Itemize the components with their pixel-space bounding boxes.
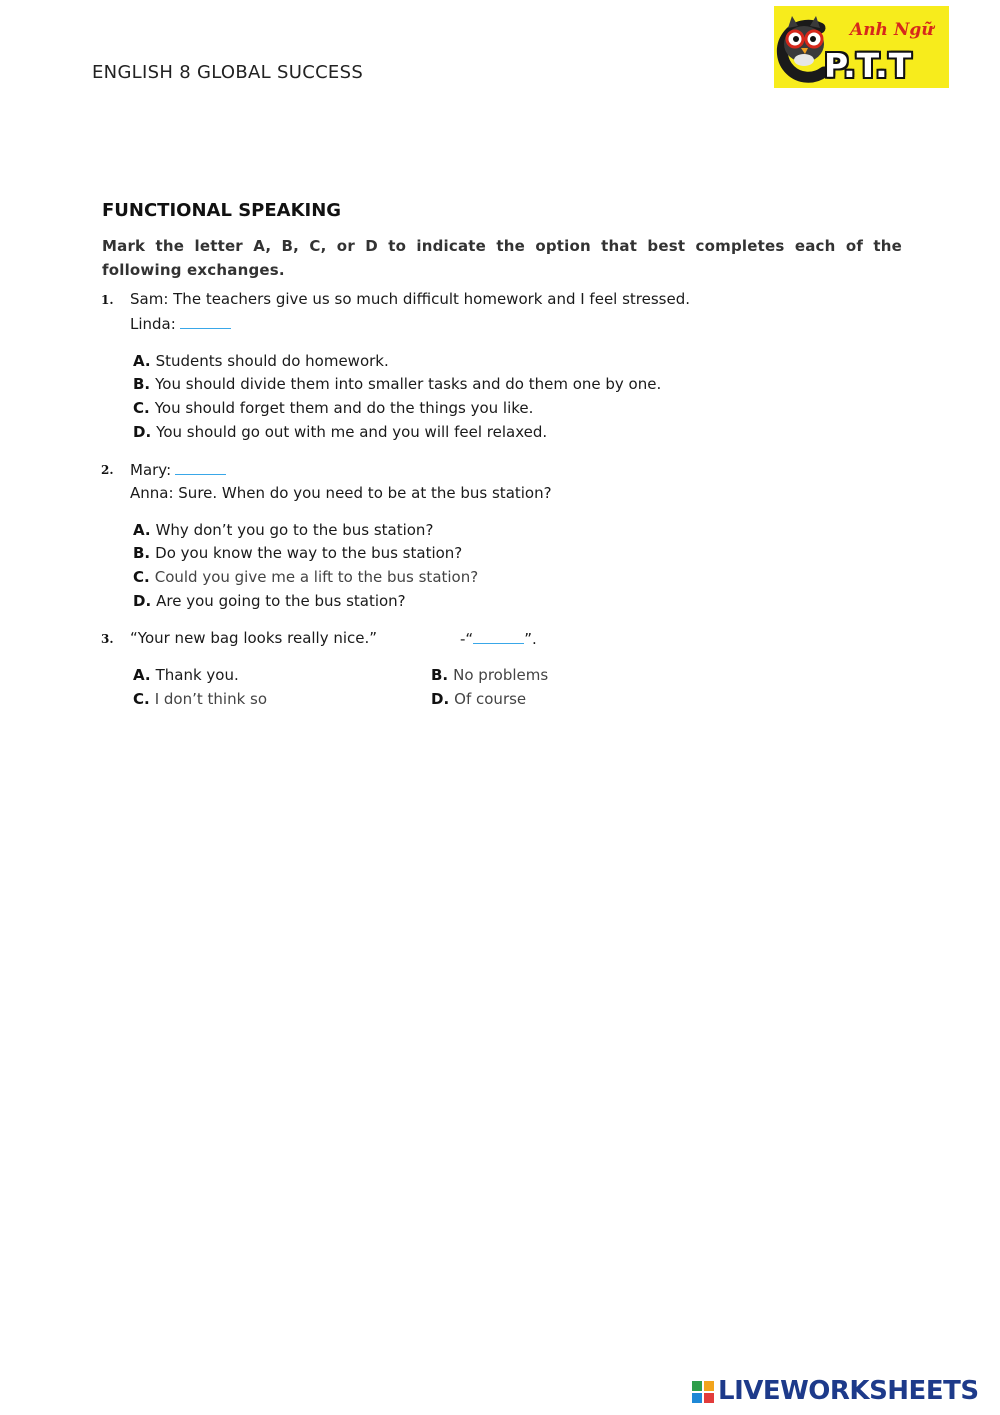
option-d[interactable]	[133, 423, 547, 441]
quote-close: ”.	[524, 630, 537, 648]
quote-open: -“	[460, 630, 474, 648]
option-letter: B.	[133, 544, 151, 562]
option-d[interactable]	[431, 690, 526, 708]
option-letter: A.	[133, 521, 151, 539]
option-text: Of course	[454, 690, 527, 708]
brand-logo	[774, 6, 949, 88]
section-title: FUNCTIONAL SPEAKING	[102, 200, 342, 221]
logo-text-top: Anh Ngữ	[850, 20, 934, 40]
answer-blank-3[interactable]	[473, 629, 524, 644]
option-a[interactable]	[133, 521, 433, 539]
option-b[interactable]	[133, 375, 661, 393]
header-title: ENGLISH 8 GLOBAL SUCCESS	[92, 62, 364, 83]
option-letter: C.	[133, 568, 150, 586]
option-text: You should forget them and do the things you like.	[154, 399, 534, 417]
question-number: 2.	[101, 463, 114, 477]
option-text: Thank you.	[155, 666, 239, 684]
question-number: 1.	[101, 293, 114, 307]
option-b[interactable]	[431, 666, 548, 684]
option-letter: B.	[133, 375, 151, 393]
option-text: Why don’t you go to the bus station?	[155, 521, 434, 539]
option-letter: D.	[133, 423, 152, 441]
logo-text-main: P.T.T	[824, 46, 913, 85]
question-1-line-2	[130, 314, 231, 333]
option-text: I don’t think so	[154, 690, 268, 708]
option-a[interactable]	[133, 352, 389, 370]
speaker-label: Mary:	[130, 461, 172, 479]
question-2-line-2: Anna: Sure. When do you need to be at the bus station?	[130, 484, 552, 502]
question-3-response	[460, 629, 537, 648]
option-text: Are you going to the bus station?	[156, 592, 406, 610]
option-letter: D.	[133, 592, 152, 610]
option-text: You should go out with me and you will feel relaxed.	[156, 423, 548, 441]
question-3-prompt: “Your new bag looks really nice.”	[130, 629, 378, 647]
option-text: You should divide them into smaller tasks and do them one by one.	[155, 375, 662, 393]
option-d[interactable]	[133, 592, 406, 610]
answer-blank-2[interactable]	[175, 460, 226, 475]
liveworksheets-icon	[692, 1381, 714, 1403]
answer-blank-1[interactable]	[180, 314, 231, 329]
option-letter: A.	[133, 666, 151, 684]
question-1-line-1: Sam: The teachers give us so much difficult homework and I feel stressed.	[130, 290, 691, 308]
option-letter: C.	[133, 690, 150, 708]
footer-brand-text: LIVEWORKSHEETS	[718, 1376, 979, 1406]
option-text: Students should do homework.	[155, 352, 389, 370]
option-letter: D.	[431, 690, 450, 708]
option-text: Could you give me a lift to the bus station?	[154, 568, 479, 586]
option-letter: B.	[431, 666, 449, 684]
option-letter: A.	[133, 352, 151, 370]
question-number: 3.	[101, 632, 114, 646]
option-letter: C.	[133, 399, 150, 417]
option-b[interactable]	[133, 544, 462, 562]
option-text: Do you know the way to the bus station?	[155, 544, 463, 562]
option-c[interactable]	[133, 690, 267, 708]
question-2-line-1	[130, 460, 226, 479]
option-c[interactable]	[133, 568, 478, 586]
option-c[interactable]	[133, 399, 533, 417]
speaker-label: Linda:	[130, 315, 176, 333]
option-a[interactable]	[133, 666, 239, 684]
instructions: Mark the letter A, B, C, or D to indicate the option that best completes each of the following exchanges.	[102, 237, 902, 279]
option-text: No problems	[453, 666, 549, 684]
